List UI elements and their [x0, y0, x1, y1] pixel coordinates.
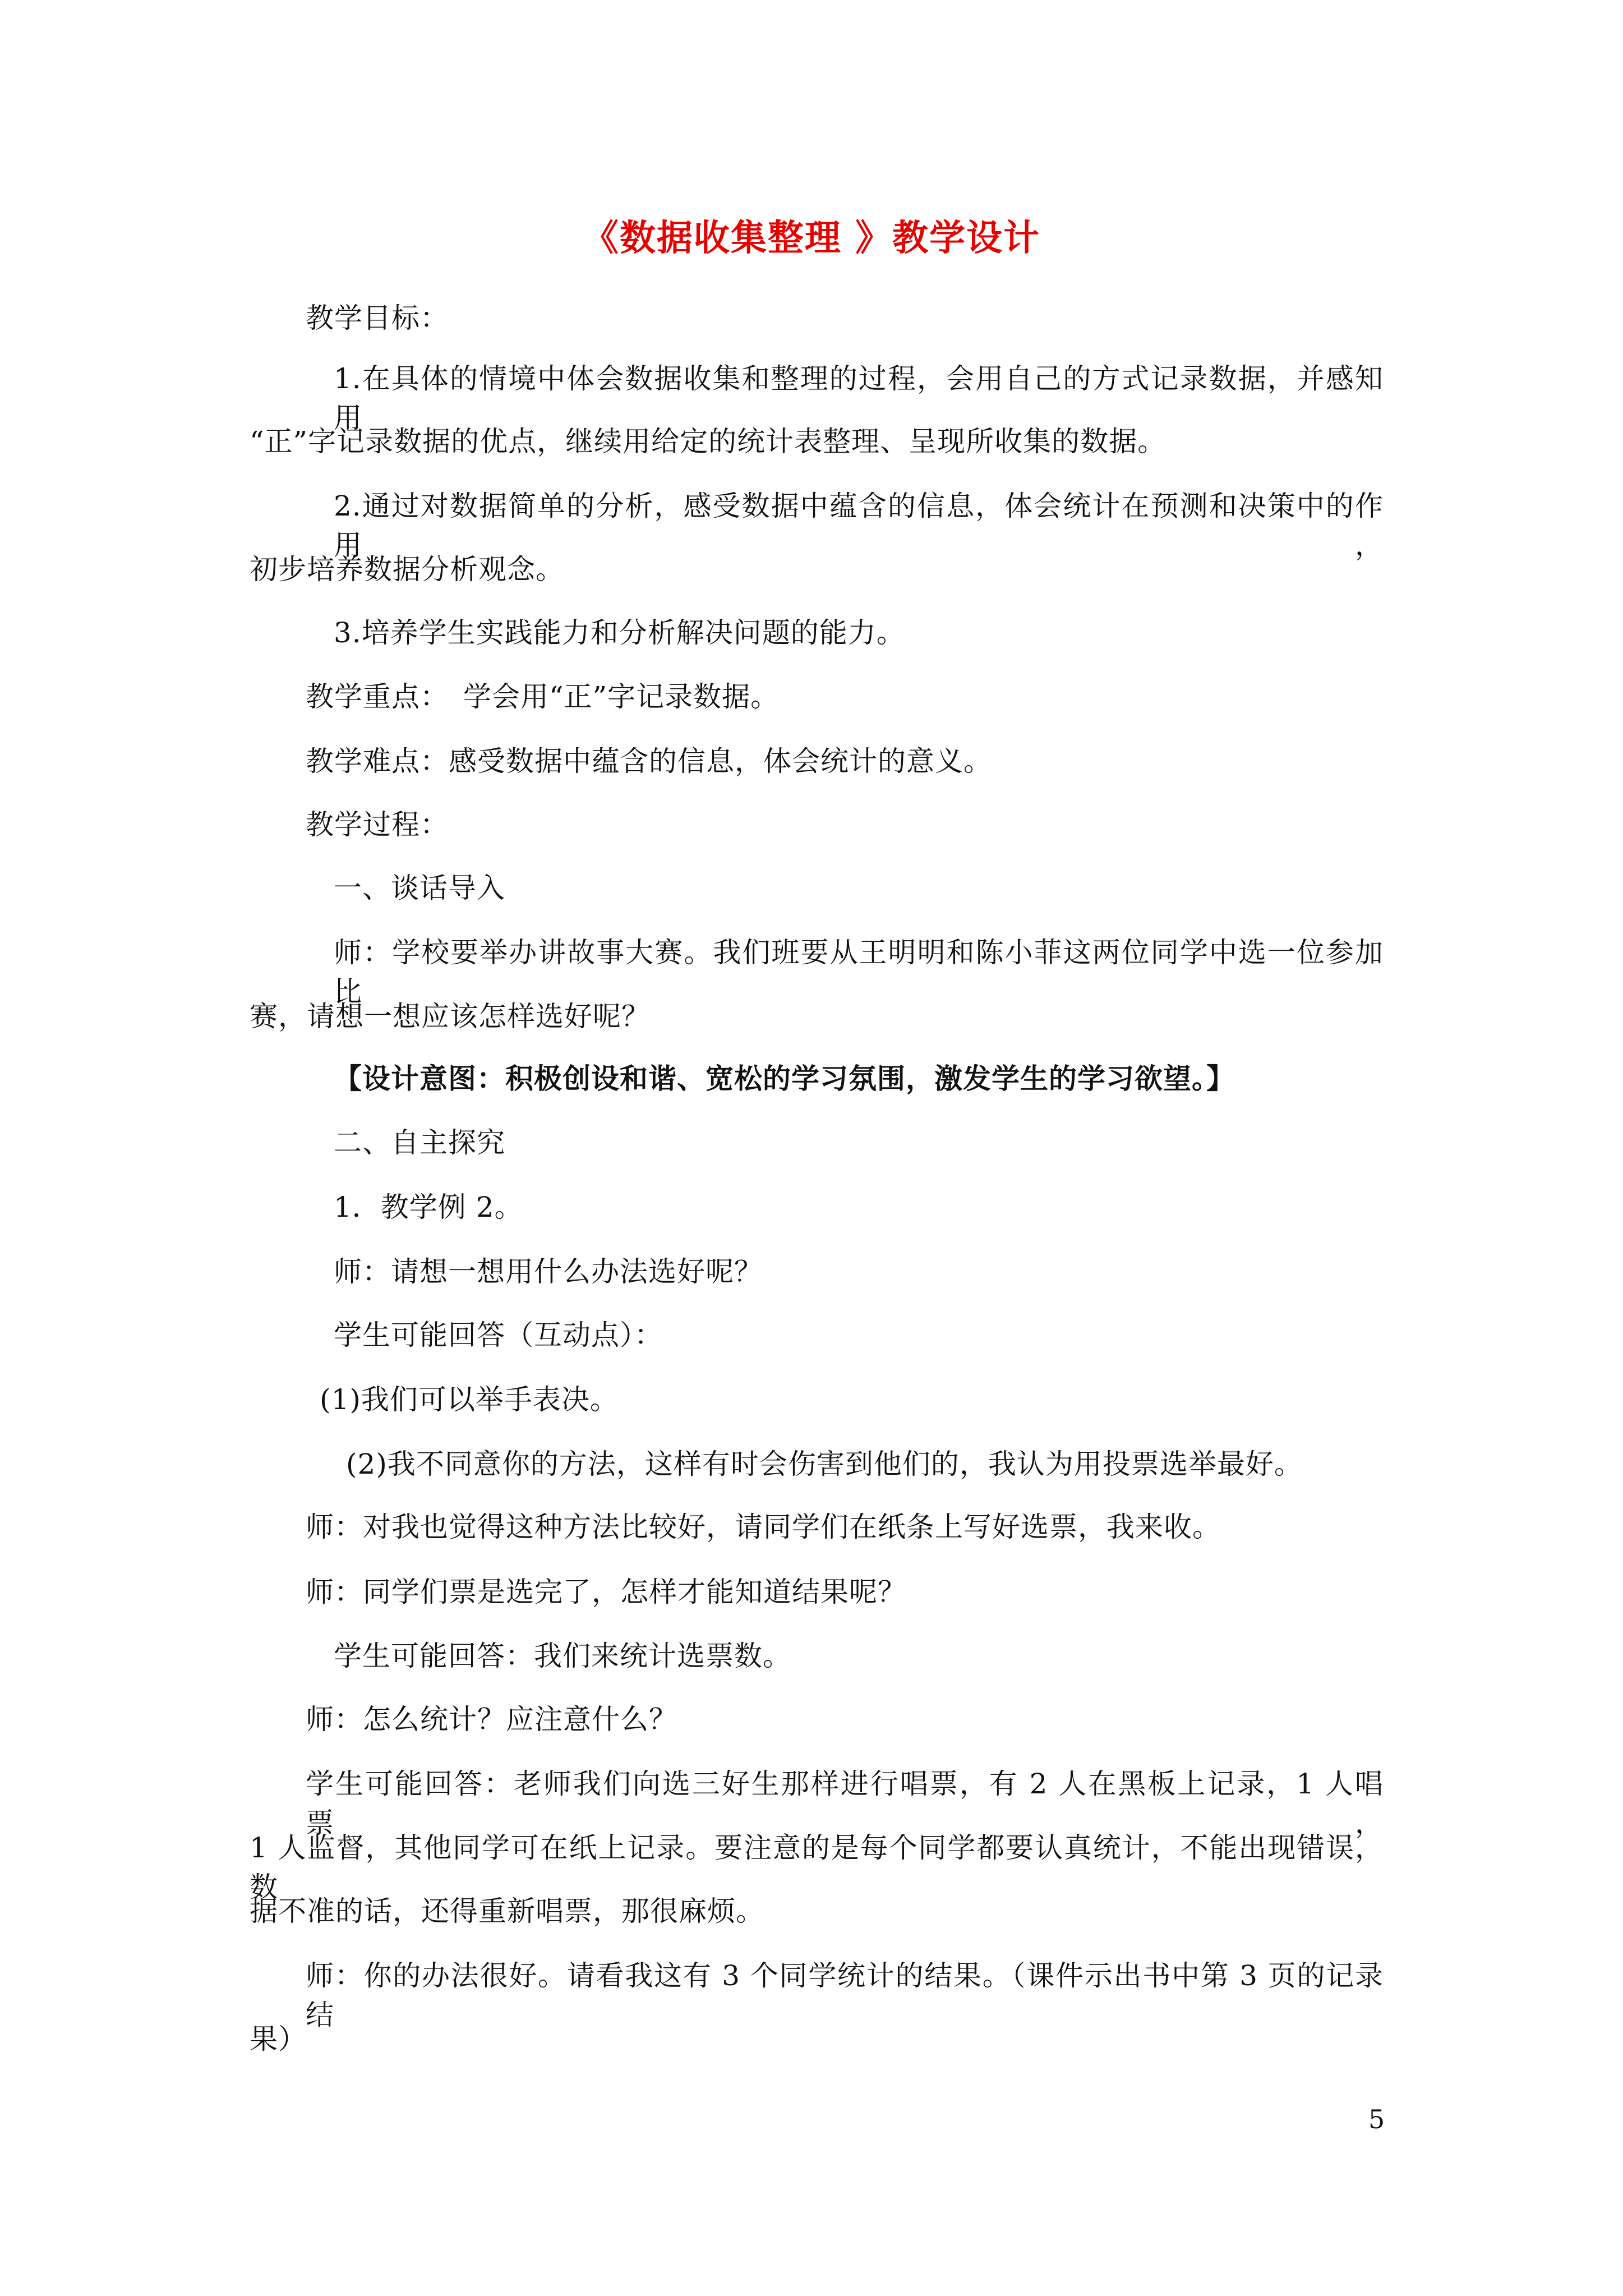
subsection-heading: 二、自主探究 [334, 1126, 505, 1159]
paragraph-line: (2)我不同意你的方法，这样有时会伤害到他们的，我认为用投票选举最好。 [346, 1448, 1303, 1480]
paragraph-line: 1 人监督，其他同学可在纸上记录。要注意的是每个同学都要认真统计，不能出现错误，数 [250, 1832, 1384, 1903]
subsection-heading: 一、谈话导入 [334, 872, 505, 904]
paragraph-line: (1)我们可以举手表决。 [320, 1383, 619, 1416]
paragraph-line: 师：你的办法很好。请看我这有 3 个同学统计的结果。（课件示出书中第 3 页的记录结 [306, 1959, 1384, 2031]
page-number: 5 [1368, 2104, 1385, 2134]
paragraph-line: 果） [250, 2023, 307, 2055]
paragraph-line: 3.培养学生实践能力和分析解决问题的能力。 [334, 616, 905, 649]
paragraph-line: 学生可能回答（互动点）： [334, 1319, 663, 1351]
paragraph-line: 初步培养数据分析观念。 [250, 553, 564, 586]
paragraph-line: 2.通过对数据简单的分析，感受数据中蕴含的信息，体会统计在预测和决策中的作用， [334, 490, 1384, 562]
design-intent-note: 【设计意图：积极创设和谐、宽松的学习氛围，激发学生的学习欲望。】 [334, 1062, 1235, 1095]
paragraph-line: 师：怎么统计？应注意什么？ [306, 1703, 677, 1736]
paragraph-line: “正”字记录数据的优点，继续用给定的统计表整理、呈现所收集的数据。 [250, 425, 1166, 458]
paragraph-line: 1．教学例 2。 [334, 1191, 523, 1223]
paragraph-line: 师：同学们票是选完了，怎样才能知道结果呢？ [306, 1576, 906, 1608]
document-title: 《数据收集整理 》教学设计 [582, 217, 1041, 259]
section-objectives-heading: 教学目标： [306, 302, 449, 334]
paragraph-line: 学生可能回答：我们来统计选票数。 [334, 1640, 791, 1672]
paragraph-line: 师：学校要举办讲故事大赛。我们班要从王明明和陈小菲这两位同学中选一位参加比 [334, 936, 1384, 1008]
section-process-heading: 教学过程： [306, 808, 449, 841]
paragraph-line: 赛，请想一想应该怎样选好呢？ [250, 1000, 650, 1033]
paragraph-line: 师：对我也觉得这种方法比较好，请同学们在纸条上写好选票，我来收。 [306, 1511, 1221, 1543]
paragraph-line: 学生可能回答：老师我们向选三好生那样进行唱票，有 2 人在黑板上记录，1 人唱票， [306, 1768, 1384, 1839]
key-point-line: 教学重点： 学会用“正”字记录数据。 [306, 680, 780, 713]
paragraph-line: 1.在具体的情境中体会数据收集和整理的过程，会用自己的方式记录数据，并感知用 [334, 362, 1384, 434]
difficulty-line: 教学难点：感受数据中蕴含的信息，体会统计的意义。 [306, 745, 992, 777]
paragraph-line: 据不准的话，还得重新唱票，那很麻烦。 [250, 1895, 764, 1927]
paragraph-line: 师：请想一想用什么办法选好呢？ [334, 1255, 763, 1288]
